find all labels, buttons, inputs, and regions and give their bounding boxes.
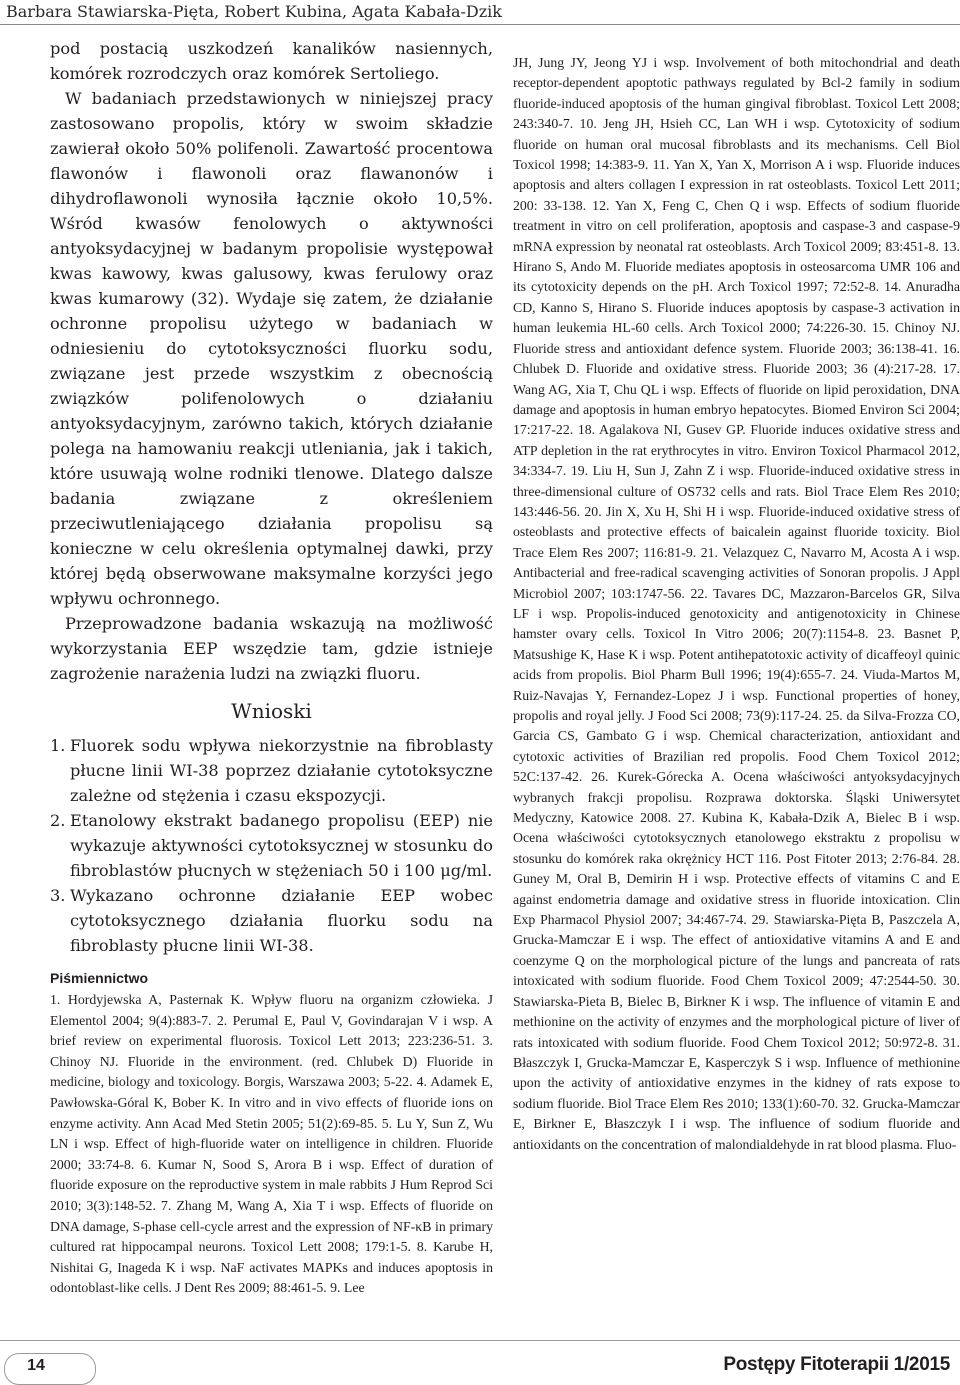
conclusions-title: Wnioski — [231, 699, 312, 723]
conclusion-text: Fluorek sodu wpływa niekorzystnie na fibroblasty płucne linii WI-38 poprzez działanie cytotoksyczne zależne od stężenia i czasu ekspozycji. — [70, 736, 493, 805]
body-paragraph-1: pod postacią uszkodzeń kanalików nasiennych, komórek rozrodczych oraz komórek Sertoliego. — [50, 39, 493, 83]
body-paragraph-2: W badaniach przedstawionych w niniejszej pracy zastosowano propolis, który w swoim składzie zawierał około 50% polifenoli. Zawartość procentowa flawonów i flawonoli oraz flawanonów i dihydroflawonoli wynosiła łącznie około 10,5%. Wśród kwasów fenolowych o aktywności antyoksydacyjnej w badanym propolisie występował kwas kawowy, kwas galusowy, kwas ferulowy oraz kwas kumarowy (32). Wydaje się zatem, że działanie ochronne propolisu użytego w badaniach w odniesieniu do cytotoksyczności fluorku sodu, związane jest przede wszystkim z obecnością związków polifenolowych o działaniu antyoksydacyjnym, zarówno takich, których działanie polega na hamowaniu reakcji utleniania, jak i takich, które usuwają wolne rodniki tlenowe. Dlatego dalsze badania związane z określeniem przeciwutleniającego działania propolisu są konieczne w celu określenia optymalnej dawki, przy której będą obserwowane maksymalne korzyści jego wpływu ochronnego. — [50, 89, 493, 608]
page-number-badge — [4, 1353, 96, 1385]
footer-rule — [0, 1340, 960, 1341]
conclusion-item-3 — [50, 883, 493, 958]
running-header — [0, 0, 960, 28]
journal-title: Postępy Fitoterapii 1/2015 — [723, 1354, 950, 1375]
references-right: JH, Jung JY, Jeong YJ i wsp. Involvement of both mitochondrial and death receptor-dependent apoptotic pathways regulated by Bcl-2 family in sodium fluoride-induced apoptosis of the human gingival fibroblast. Toxicol Lett 2008; 243:340-7. 10. Jeng JH, Hsieh CC, Lan WH i wsp. Cytotoxicity of sodium fluoride on human oral mucosal fibroblasts and its mechanisms. Cell Biol Toxicol 1998; 14:383-9. 11. Yan X, Yan X, Morrison A i wsp. Fluoride induces apoptosis and alters collagen I expression in rat osteoblasts. Toxicol Lett 2011; 200: 33-138. 12. Yan X, Feng C, Chen Q i wsp. Effects of sodium fluoride treatment in vitro on cell proliferation, apoptosis and caspase-3 and caspase-9 mRNA expression by neonatal rat osteoblasts. Arch Toxicol 2009; 83:451-8. 13. Hirano S, Ando M. Fluoride mediates apoptosis in osteosarcoma UMR 106 and its cytotoxicity depends on the pH. Arch Toxicol 1997; 72:52-8. 14. Anuradha CD, Kanno S, Hirano S. Fluoride induces apoptosis by caspase-3 activation in human leukemia HL-60 cells. Arch Toxicol 2000; 74:226-30. 15. Chinoy NJ. Fluoride stress and antioxidant defence system. Fluoride 2003; 36:138-41. 16. Chlubek D. Fluoride and oxidative stress. Fluoride 2003; 36 (4):217-28. 17. Wang AG, Xia T, Chu QL i wsp. Effects of fluoride on lipid peroxidation, DNA damage and apoptosis in human embryo hepatocytes. Biomed Environ Sci 2004; 17:217-22. 18. Agalakova NI, Gusev GP. Fluoride induces oxidative stress and ATP depletion in the rat erythrocytes in vitro. Environ Toxicol Pharmacol 2012, 34:334-7. 19. Liu H, Sun J, Zahn Z i wsp. Fluoride-induced oxidative stress in three-dimensional culture of OS732 cells and rats. Biol Trace Elem Res 2010; 143:446-56. 20. Jin X, Xu H, Shi H i wsp. Fluoride-induced oxidative stress of osteoblasts and protective effects of baicalein against fluoride toxicity. Biol Trace Elem Res 2007; 116:81-9. 21. Velazquez C, Navarro M, Acosta A i wsp. Antibacterial and free-radical scavenging activities of Sonoran propolis. J Appl Microbiol 2007; 103:1747-56. 22. Tavares DC, Mazzaron-Barcelos GR, Silva LF i wsp. Propolis-induced genotoxicity and antigenotoxicity in Chinese hamster ovary cells. Toxicol In Vitro 2006; 20(7):1154-8. 23. Basnet P, Matsushige K, Hase K i wsp. Potent antihepatotoxic activity of dicaffeoyl quinic acids from propolis. Biol Pharm Bull 1996; 19(4):655-7. 24. Viuda-Martos M, Ruiz-Navajas Y, Fernandez-Lopez J i wsp. Functional properties of honey, propolis and royal jelly. J Food Sci 2008; 73(9):117-24. 25. da Silva-Frozza CO, Garcia CS, Gambato G i wsp. Chemical characterization, antioxidant and cytotoxic activities of Brazilian red propolis. Food Chem Toxicol 2012; 52C:137-42. 26. Kurek-Górecka A. Ocena właściwości antyoksydacyjnych wybranych frakcji propolisu. Rozprawa doktorska. Śląski Uniwersytet Medyczny, Katowice 2008. 27. Kubina K, Kabała-Dzik A, Bielec B i wsp. Ocena właściwości cytotoksycznych etanolowego ekstraktu z propolisu w stosunku do komórek raka okrężnicy HCT 116. Post Fitoter 2013; 2:76-84. 28. Guney M, Oral B, Demirin H i wsp. Protective effects of vitamins C and E against endometria damage and oxidative stress in fluoride intoxication. Clin Exp Pharmacol Physiol 2007; 34:467-74. 29. Stawiarska-Pięta B, Paszczela A, Grucka-Mamczar E i wsp. The effect of antioxidative vitamins A and E and coenzyme Q on the morphological picture of the lungs and pancreata of rats intoxicated with sodium fluoride. Food Chem Toxicol 2009; 47:2544-50. 30. Stawiarska-Pieta B, Bielec B, Birkner K i wsp. The influence of vitamin E and methionine on the activity of enzymes and the morphological picture of liver of rats intoxicated with sodium fluoride. Food Chem Toxicol 2012; 50:972-8. 31. Błaszczyk I, Grucka-Mamczar E, Kasperczyk S i wsp. Influence of methionine upon the activity of antioxidative enzymes in the kidney of rats expose to sodium fluoride. Biol Trace Elem Res 2010; 133(1):60-70. 32. Grucka-Mamczar E, Birkner E, Błaszczyk I i wsp. The influence of sodium fluoride and antioxidants on the concentration of malondialdehyde in rat blood plasma. Fluo- — [513, 55, 960, 1152]
header-rule — [0, 24, 960, 25]
references-title: Piśmiennictwo — [50, 970, 149, 986]
conclusion-text: Etanolowy ekstrakt badanego propolisu (EEP) nie wykazuje aktywności cytotoksycznej w stosunku do fibroblastów płucnych w stężeniach 50 i 100 μg/ml. — [70, 811, 493, 880]
conclusion-item-2 — [50, 808, 493, 883]
page-footer — [0, 1330, 960, 1382]
conclusion-number: 1. — [50, 736, 66, 755]
page-number: 14 — [27, 1357, 45, 1374]
body-paragraph-3: Przeprowadzone badania wskazują na możliwość wykorzystania EEP wszędzie tam, gdzie istnieje zagrożenie narażenia ludzi na związki fluoru. — [50, 614, 493, 683]
right-column — [513, 53, 960, 1155]
references-left: 1. Hordyjewska A, Pasternak K. Wpływ fluoru na organizm człowieka. J Elementol 2004; 9(4):883-7. 2. Perumal E, Paul V, Govindarajan V i wsp. A brief review on experimental fluorosis. Toxicol Lett 2013; 223:236-51. 3. Chinoy NJ. Fluoride in the environment. (red. Chlubek D) Fluoride in medicine, biology and toxicology. Borgis, Warszawa 2003; 5-22. 4. Adamek E, Pawłowska-Góral K, Bober K. In vitro and in vivo effects of fluoride ions on enzyme activity. Ann Acad Med Stetin 2005; 51(2):69-85. 5. Lu Y, Sun Z, Wu LN i wsp. Effect of high-fluoride water on intelligence in children. Fluoride 2000; 33:74-8. 6. Kumar N, Sood S, Arora B i wsp. Effect of duration of fluoride exposure on the reproductive system in male rabbits J Hum Reprod Sci 2010; 3(3):148-52. 7. Zhang M, Wang A, Xia T i wsp. Effects of fluoride on DNA damage, S-phase cell-cycle arrest and the expression of NF-κB in primary cultured rat hippocampal neurons. Toxicol Lett 2008; 179:1-5. 8. Karube H, Nishitai G, Inageda K i wsp. NaF activates MAPKs and induces apoptosis in odontoblast-like cells. J Dent Res 2009; 88:461-5. 9. Lee — [50, 992, 493, 1296]
conclusion-text: Wykazano ochronne działanie EEP wobec cytotoksycznego działania fluorku sodu na fibroblasty płucne linii WI-38. — [70, 886, 493, 955]
left-column — [50, 36, 493, 1299]
conclusion-number: 2. — [50, 811, 66, 830]
conclusion-number: 3. — [50, 886, 66, 905]
header-authors: Barbara Stawiarska-Pięta, Robert Kubina, Agata Kabała-Dzik — [6, 2, 502, 21]
conclusion-item-1 — [50, 733, 493, 808]
